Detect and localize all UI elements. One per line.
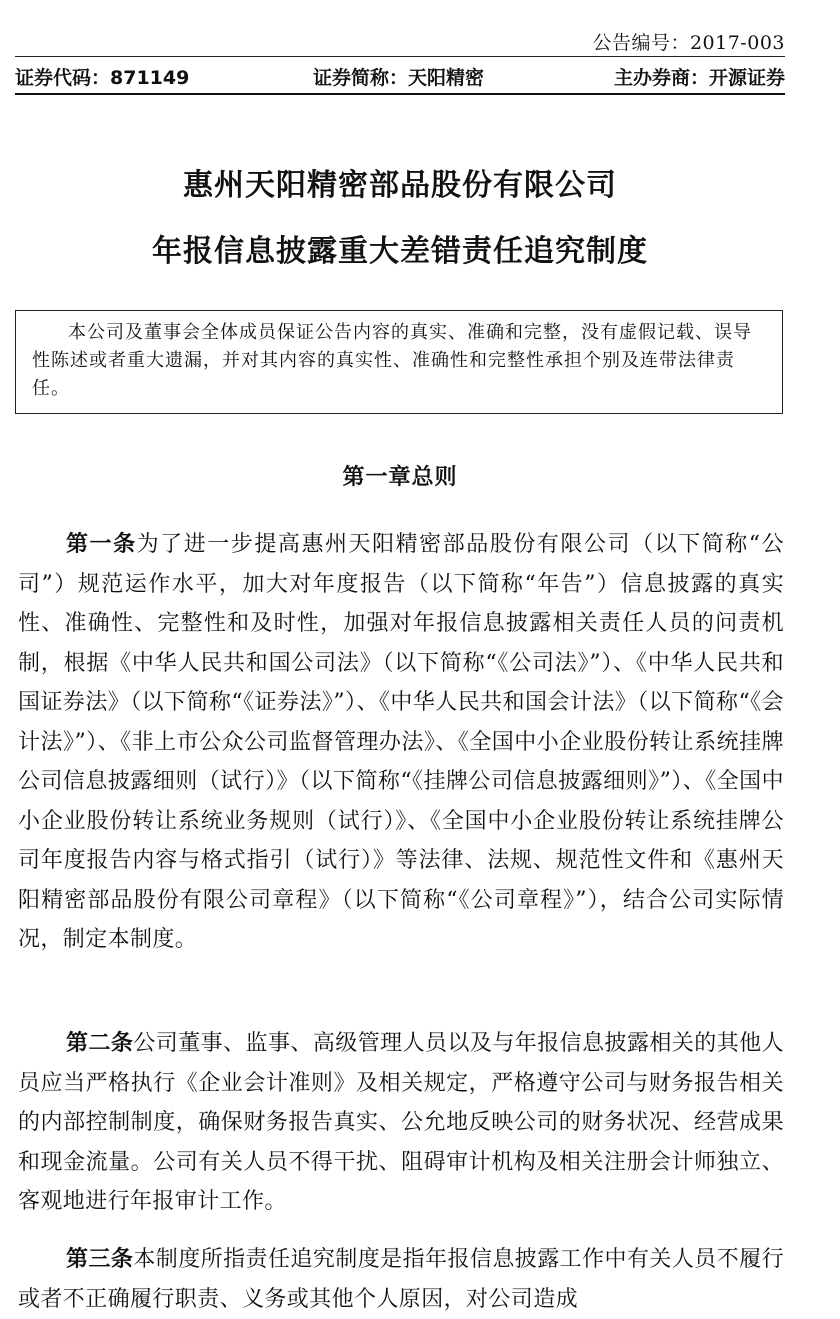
document-title: 年报信息披露重大差错责任追究制度: [152, 234, 648, 269]
article-2: [18, 1024, 784, 1222]
article-3: [18, 1240, 784, 1319]
announcement-number: 公告编号：2017-003: [592, 32, 785, 54]
article-label: 第三条: [66, 1246, 134, 1272]
article-text: 本制度所指责任追究制度是指年报信息披露工作中有关人员不履行或者不正确履行职责、义务或其他个人原因，对公司造成: [18, 1247, 785, 1312]
board-statement-box: 本公司及董事会全体成员保证公告内容的真实、准确和完整，没有虚假记载、误导性陈述或者重大遗漏，并对其内容的真实性、准确性和完整性承担个别及连带法律责任。: [15, 310, 783, 414]
article-1: [18, 525, 784, 960]
security-abbreviation: 证券简称：天阳精密: [313, 67, 485, 89]
security-info-bar: [15, 56, 785, 95]
article-label: 第二条: [66, 1030, 134, 1056]
sponsor-broker: 主办券商：开源证券: [613, 67, 785, 89]
company-title: 惠州天阳精密部品股份有限公司: [183, 168, 617, 203]
security-code: 证券代码：871149: [15, 67, 190, 89]
article-text: 为了进一步提高惠州天阳精密部品股份有限公司（以下简称“公司”）规范运作水平，加大对年度报告（以下简称“年告”）信息披露的真实性、准确性、完整性和及时性，加强对年报信息披露相关责任人员的问责机制，根据《中华人民共和国公司法》（以下简称“《公司法》”）、《中华人民共和国证券法》（以下简称“《证券法》”）、《中华人民共和国会计法》（以下简称“《会计法》”）、《非上市公众公司监督管理办法》、《全国中小企业股份转让系统挂牌公司信息披露细则（试行）》（以下简称“《挂牌公司信息披露细则》”）、《全国中小企业股份转让系统业务规则（试行）》、《全国中小企业股份转让系统挂牌公司年度报告内容与格式指引（试行）》等法律、法规、规范性文件和《惠州天阳精密部品股份有限公司章程》（以下简称“《公司章程》”），结合公司实际情况，制定本制度。: [18, 532, 784, 952]
article-label: 第一条: [66, 531, 137, 557]
article-text: 公司董事、监事、高级管理人员以及与年报信息披露相关的其他人员应当严格执行《企业会计准则》及相关规定，严格遵守公司与财务报告相关的内部控制制度，确保财务报告真实、公允地反映公司的财务状况、经营成果和现金流量。公司有关人员不得干扰、阻碍审计机构及相关注册会计师独立、客观地进行年报审计工作。: [18, 1031, 785, 1214]
chapter-heading: 第一章总则: [342, 464, 458, 490]
